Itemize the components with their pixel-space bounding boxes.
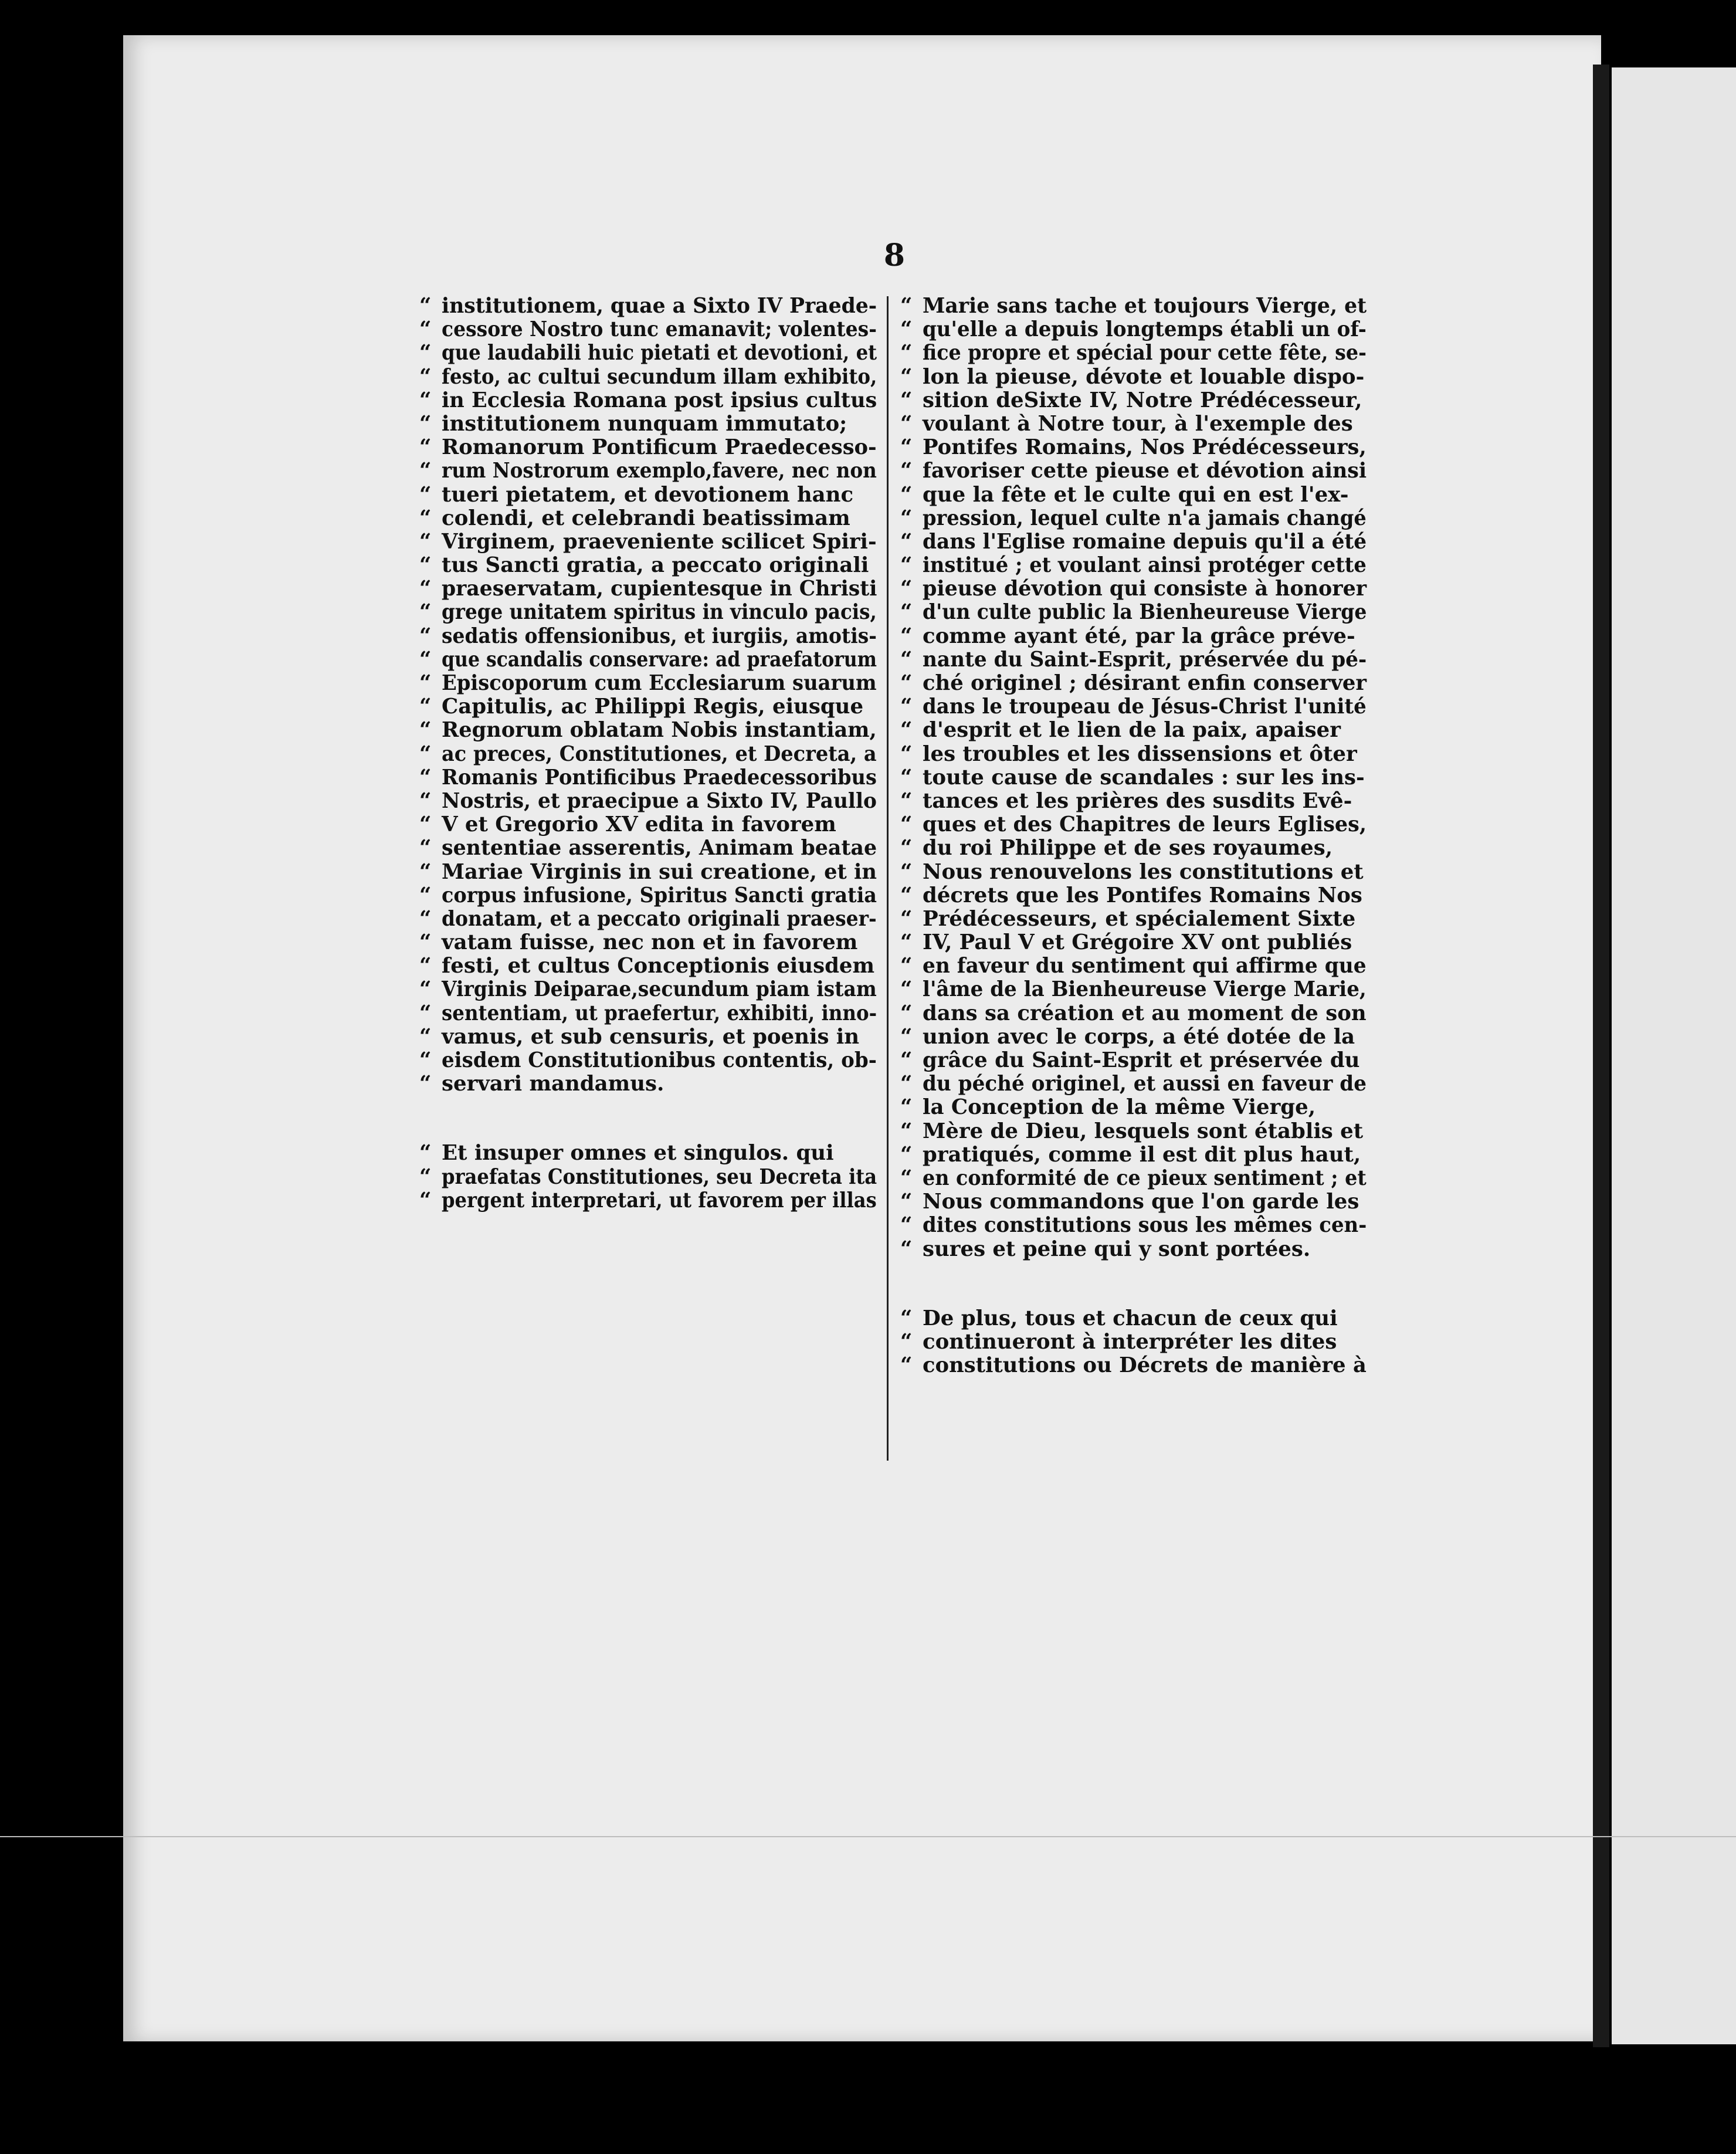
french-line [900, 459, 1367, 483]
quote-mark: “ [900, 977, 913, 1002]
quote-mark: “ [900, 906, 913, 931]
french-line [900, 341, 1367, 365]
facing-page [1612, 67, 1736, 2044]
latin-line [419, 836, 877, 860]
line-text: dans le troupeau de Jésus-Christ l'unité [923, 695, 1367, 719]
line-text: pergent interpretari, ut favorem per illas [442, 1188, 877, 1213]
line-text: sition deSixte IV, Notre Prédécesseur, [923, 388, 1362, 412]
french-line [900, 719, 1367, 742]
line-text: que laudabili huic pietati et devotioni, et [442, 341, 877, 365]
french-line [900, 577, 1367, 601]
line-text: dites constitutions sous les mêmes cen- [923, 1213, 1367, 1238]
quote-mark: “ [419, 765, 432, 790]
line-text: tances et les prières des susdits Evê- [923, 788, 1352, 813]
quote-mark: “ [900, 553, 913, 578]
quote-mark: “ [419, 741, 432, 766]
line-text: Et insuper omnes et singulos. qui [442, 1141, 834, 1166]
french-line [900, 790, 1367, 813]
quote-mark: “ [900, 1306, 913, 1330]
quote-mark: “ [900, 671, 913, 695]
line-text: rum Nostrorum exemplo,favere, nec non [442, 459, 877, 483]
quote-mark: “ [419, 529, 432, 554]
quote-mark: “ [419, 553, 432, 578]
line-text: Romanorum Pontificum Praedecesso- [442, 435, 877, 460]
line-text: union avec le corps, a été dotée de la [923, 1024, 1355, 1049]
line-text: du péché originel, et aussi en faveur de [923, 1072, 1367, 1096]
line-text: cessore Nostro tunc emanavit; volentes- [442, 317, 877, 342]
quote-mark: “ [900, 317, 913, 342]
quote-mark: “ [900, 1142, 913, 1167]
line-text: d'esprit et le lien de la paix, apaiser [923, 718, 1341, 743]
french-line [900, 1214, 1367, 1237]
scan-line [0, 1836, 1736, 1837]
line-text: institué ; et voulant ainsi protéger cette [923, 553, 1367, 578]
quote-mark: “ [419, 812, 432, 837]
line-text: institutionem, quae a Sixto IV Praede- [442, 294, 877, 318]
latin-line [419, 625, 877, 648]
quote-mark: “ [419, 906, 432, 931]
line-text: sententiae asserentis, Animam beatae [442, 836, 877, 861]
french-line [900, 954, 1367, 978]
line-text: dans sa création et au moment de son [923, 1001, 1367, 1025]
quote-mark: “ [900, 741, 913, 766]
line-text: festo, ac cultui secundum illam exhibito, [442, 364, 877, 389]
latin-line [419, 1142, 877, 1165]
quote-mark: “ [900, 1329, 913, 1354]
latin-line [419, 1002, 877, 1025]
line-text: pieuse dévotion qui consiste à honorer [923, 577, 1367, 601]
latin-line [419, 601, 877, 624]
quote-mark: “ [900, 718, 913, 743]
quote-mark: “ [419, 1001, 432, 1025]
line-text: favoriser cette pieuse et dévotion ainsi [923, 459, 1367, 483]
french-line [900, 1190, 1367, 1214]
line-text: colendi, et celebrandi beatissimam [442, 506, 850, 530]
line-text: Regnorum oblatam Nobis instantiam, [442, 718, 877, 743]
line-text: constitutions ou Décrets de manière à [923, 1353, 1367, 1378]
quote-mark: “ [419, 577, 432, 601]
french-line [900, 1002, 1367, 1025]
line-text: servari mandamus. [442, 1072, 664, 1096]
quote-mark: “ [419, 718, 432, 743]
line-text: Romanis Pontificibus Praedecessoribus [442, 765, 877, 790]
quote-mark: “ [419, 411, 432, 436]
line-text: qu'elle a depuis longtemps établi un of- [923, 317, 1367, 342]
quote-mark: “ [419, 788, 432, 813]
quote-mark: “ [900, 788, 913, 813]
quote-mark: “ [900, 294, 913, 318]
latin-line [419, 1025, 877, 1049]
french-line [900, 766, 1367, 790]
quote-mark: “ [900, 624, 913, 648]
line-text: grege unitatem spiritus in vinculo pacis, [442, 600, 877, 625]
line-text: praeservatam, cupientesque in Christi [442, 577, 877, 601]
quote-mark: “ [419, 459, 432, 483]
line-text: vatam fuisse, nec non et in favorem [442, 930, 858, 955]
line-text: in Ecclesia Romana post ipsius cultus [442, 388, 877, 412]
french-line [900, 1238, 1367, 1261]
latin-column [419, 294, 877, 1213]
line-text: que scandalis conservare: ad praefatorum [442, 647, 877, 672]
latin-line [419, 813, 877, 836]
quote-mark: “ [419, 1024, 432, 1049]
quote-mark: “ [419, 624, 432, 648]
line-text: en faveur du sentiment qui affirme que [923, 954, 1367, 978]
latin-line [419, 907, 877, 931]
french-line [900, 1354, 1367, 1377]
french-line [900, 1072, 1367, 1096]
quote-mark: “ [419, 1072, 432, 1096]
line-text: pratiqués, comme il est dit plus haut, [923, 1142, 1361, 1167]
quote-mark: “ [419, 1048, 432, 1072]
quote-mark: “ [900, 577, 913, 601]
french-line [900, 294, 1367, 318]
quote-mark: “ [900, 459, 913, 483]
latin-line [419, 672, 877, 695]
french-line [900, 1096, 1367, 1119]
line-text: Virginis Deiparae,secundum piam istam [442, 977, 877, 1002]
paragraph-gap [419, 1096, 877, 1142]
quote-mark: “ [419, 317, 432, 342]
page-number: 8 [883, 238, 906, 273]
line-text: Nostris, et praecipue a Sixto IV, Paullo [442, 788, 877, 813]
french-line [900, 648, 1367, 672]
quote-mark: “ [419, 859, 432, 884]
latin-line [419, 931, 877, 954]
line-text: les troubles et les dissensions et ôter [923, 741, 1357, 766]
line-text: Nous renouvelons les constitutions et [923, 859, 1364, 884]
quote-mark: “ [419, 600, 432, 625]
line-text: que la fête et le culte qui en est l'ex- [923, 482, 1349, 507]
french-line [900, 1120, 1367, 1143]
line-text: lon la pieuse, dévote et louable dispo- [923, 364, 1365, 389]
quote-mark: “ [900, 1024, 913, 1049]
line-text: Nous commandons que l'on garde les [923, 1190, 1359, 1214]
line-text: fice propre et spécial pour cette fête, se- [923, 341, 1367, 365]
line-text: Prédécesseurs, et spécialement Sixte [923, 906, 1356, 931]
latin-line [419, 790, 877, 813]
quote-mark: “ [419, 836, 432, 861]
latin-line [419, 1049, 877, 1072]
french-line [900, 1307, 1367, 1330]
french-line [900, 1330, 1367, 1354]
quote-mark: “ [900, 1048, 913, 1072]
quote-mark: “ [419, 695, 432, 719]
line-text: vamus, et sub censuris, et poenis in [442, 1024, 860, 1049]
quote-mark: “ [900, 1001, 913, 1025]
quote-mark: “ [900, 506, 913, 530]
line-text: festi, et cultus Conceptionis eiusdem [442, 954, 875, 978]
line-text: Virginem, praeveniente scilicet Spiri- [442, 529, 877, 554]
french-line [900, 318, 1367, 341]
line-text: sedatis offensionibus, et iurgiis, amotis- [442, 624, 877, 648]
quote-mark: “ [900, 695, 913, 719]
french-line [900, 1025, 1367, 1049]
quote-mark: “ [900, 1190, 913, 1214]
quote-mark: “ [419, 647, 432, 672]
line-text: Pontifes Romains, Nos Prédécesseurs, [923, 435, 1367, 460]
latin-line [419, 318, 877, 341]
line-text: tus Sancti gratia, a peccato originali [442, 553, 869, 578]
french-line [900, 436, 1367, 459]
quote-mark: “ [419, 1141, 432, 1166]
line-text: eisdem Constitutionibus contentis, ob- [442, 1048, 877, 1072]
french-line [900, 530, 1367, 554]
french-line [900, 625, 1367, 648]
french-line [900, 365, 1367, 389]
quote-mark: “ [900, 1237, 913, 1261]
french-line [900, 861, 1367, 884]
line-text: IV, Paul V et Grégoire XV ont publiés [923, 930, 1352, 955]
quote-mark: “ [900, 1213, 913, 1238]
latin-line [419, 459, 877, 483]
french-line [900, 554, 1367, 577]
quote-mark: “ [900, 482, 913, 507]
french-line [900, 389, 1367, 412]
paragraph-gap [900, 1261, 1367, 1307]
quote-mark: “ [419, 364, 432, 389]
french-column [900, 294, 1367, 1377]
quote-mark: “ [900, 883, 913, 907]
line-text: tueri pietatem, et devotionem hanc [442, 482, 854, 507]
line-text: ques et des Chapitres de leurs Eglises, [923, 812, 1367, 837]
french-line [900, 884, 1367, 907]
line-text: grâce du Saint-Esprit et préservée du [923, 1048, 1360, 1072]
latin-line [419, 577, 877, 601]
quote-mark: “ [900, 1166, 913, 1190]
line-text: donatam, et a peccato originali praeser- [442, 906, 877, 931]
latin-line [419, 554, 877, 577]
quote-mark: “ [900, 364, 913, 389]
gutter-shadow [1593, 65, 1609, 2047]
line-text: Capitulis, ac Philippi Regis, eiusque [442, 695, 864, 719]
latin-line [419, 530, 877, 554]
quote-mark: “ [900, 1119, 913, 1143]
french-line [900, 743, 1367, 766]
quote-mark: “ [900, 529, 913, 554]
latin-line [419, 884, 877, 907]
latin-line [419, 743, 877, 766]
french-line [900, 1049, 1367, 1072]
line-text: voulant à Notre tour, à l'exemple des [923, 411, 1353, 436]
line-text: la Conception de la même Vierge, [923, 1095, 1316, 1120]
latin-line [419, 1072, 877, 1096]
line-text: V et Gregorio XV edita in favorem [442, 812, 836, 837]
latin-line [419, 978, 877, 1001]
quote-mark: “ [900, 859, 913, 884]
quote-mark: “ [900, 411, 913, 436]
quote-mark: “ [419, 977, 432, 1002]
latin-line [419, 1166, 877, 1189]
quote-mark: “ [900, 647, 913, 672]
line-text: nante du Saint-Esprit, préservée du pé- [923, 647, 1367, 672]
latin-line [419, 412, 877, 436]
line-text: en conformité de ce pieux sentiment ; et [923, 1166, 1367, 1190]
quote-mark: “ [419, 341, 432, 365]
french-line [900, 813, 1367, 836]
french-line [900, 907, 1367, 931]
latin-line [419, 719, 877, 742]
quote-mark: “ [900, 836, 913, 861]
quote-mark: “ [900, 812, 913, 837]
french-line [900, 931, 1367, 954]
line-text: toute cause de scandales : sur les ins- [923, 765, 1365, 790]
french-line [900, 695, 1367, 719]
french-line [900, 978, 1367, 1001]
quote-mark: “ [900, 954, 913, 978]
quote-mark: “ [419, 930, 432, 955]
latin-line [419, 507, 877, 530]
quote-mark: “ [419, 671, 432, 695]
line-text: sures et peine qui y sont portées. [923, 1237, 1311, 1261]
latin-line [419, 483, 877, 507]
quote-mark: “ [900, 341, 913, 365]
quote-mark: “ [900, 1353, 913, 1378]
line-text: décrets que les Pontifes Romains Nos [923, 883, 1362, 907]
quote-mark: “ [419, 388, 432, 412]
line-text: institutionem nunquam immutato; [442, 411, 847, 436]
quote-mark: “ [900, 930, 913, 955]
line-text: d'un culte public la Bienheureuse Vierge [923, 600, 1367, 625]
line-text: pression, lequel culte n'a jamais changé [923, 506, 1367, 530]
latin-line [419, 766, 877, 790]
french-line [900, 601, 1367, 624]
quote-mark: “ [419, 294, 432, 318]
quote-mark: “ [900, 600, 913, 625]
line-text: Mère de Dieu, lesquels sont établis et [923, 1119, 1364, 1143]
line-text: De plus, tous et chacun de ceux qui [923, 1306, 1338, 1330]
quote-mark: “ [419, 506, 432, 530]
quote-mark: “ [419, 954, 432, 978]
french-line [900, 1167, 1367, 1190]
latin-line [419, 389, 877, 412]
line-text: Mariae Virginis in sui creatione, et in [442, 859, 877, 884]
line-text: dans l'Eglise romaine depuis qu'il a été [923, 529, 1367, 554]
line-text: Episcoporum cum Ecclesiarum suarum [442, 671, 877, 695]
line-text: sententiam, ut praefertur, exhibiti, inno- [442, 1001, 877, 1025]
french-line [900, 412, 1367, 436]
line-text: corpus infusione, Spiritus Sancti gratia [442, 883, 877, 907]
french-line [900, 1143, 1367, 1167]
line-text: praefatas Constitutiones, seu Decreta ita [442, 1164, 877, 1189]
quote-mark: “ [419, 1188, 432, 1213]
line-text: l'âme de la Bienheureuse Vierge Marie, [923, 977, 1367, 1002]
latin-line [419, 341, 877, 365]
quote-mark: “ [419, 435, 432, 460]
quote-mark: “ [419, 1164, 432, 1189]
quote-mark: “ [900, 388, 913, 412]
quote-mark: “ [419, 482, 432, 507]
line-text: Marie sans tache et toujours Vierge, et [923, 294, 1367, 318]
french-line [900, 672, 1367, 695]
line-text: ché originel ; désirant enfin conserver [923, 671, 1367, 695]
latin-line [419, 861, 877, 884]
latin-line [419, 954, 877, 978]
latin-line [419, 1189, 877, 1213]
latin-line [419, 365, 877, 389]
line-text: du roi Philippe et de ses royaumes, [923, 836, 1333, 861]
latin-line [419, 648, 877, 672]
latin-line [419, 436, 877, 459]
french-line [900, 483, 1367, 507]
latin-line [419, 294, 877, 318]
quote-mark: “ [900, 1095, 913, 1120]
quote-mark: “ [900, 435, 913, 460]
french-line [900, 507, 1367, 530]
latin-line [419, 695, 877, 719]
quote-mark: “ [900, 1072, 913, 1096]
line-text: comme ayant été, par la grâce préve- [923, 624, 1355, 648]
line-text: ac preces, Constitutiones, et Decreta, a [442, 741, 877, 766]
line-text: continueront à interpréter les dites [923, 1329, 1337, 1354]
quote-mark: “ [419, 883, 432, 907]
quote-mark: “ [900, 765, 913, 790]
column-divider [887, 296, 889, 1461]
french-line [900, 836, 1367, 860]
